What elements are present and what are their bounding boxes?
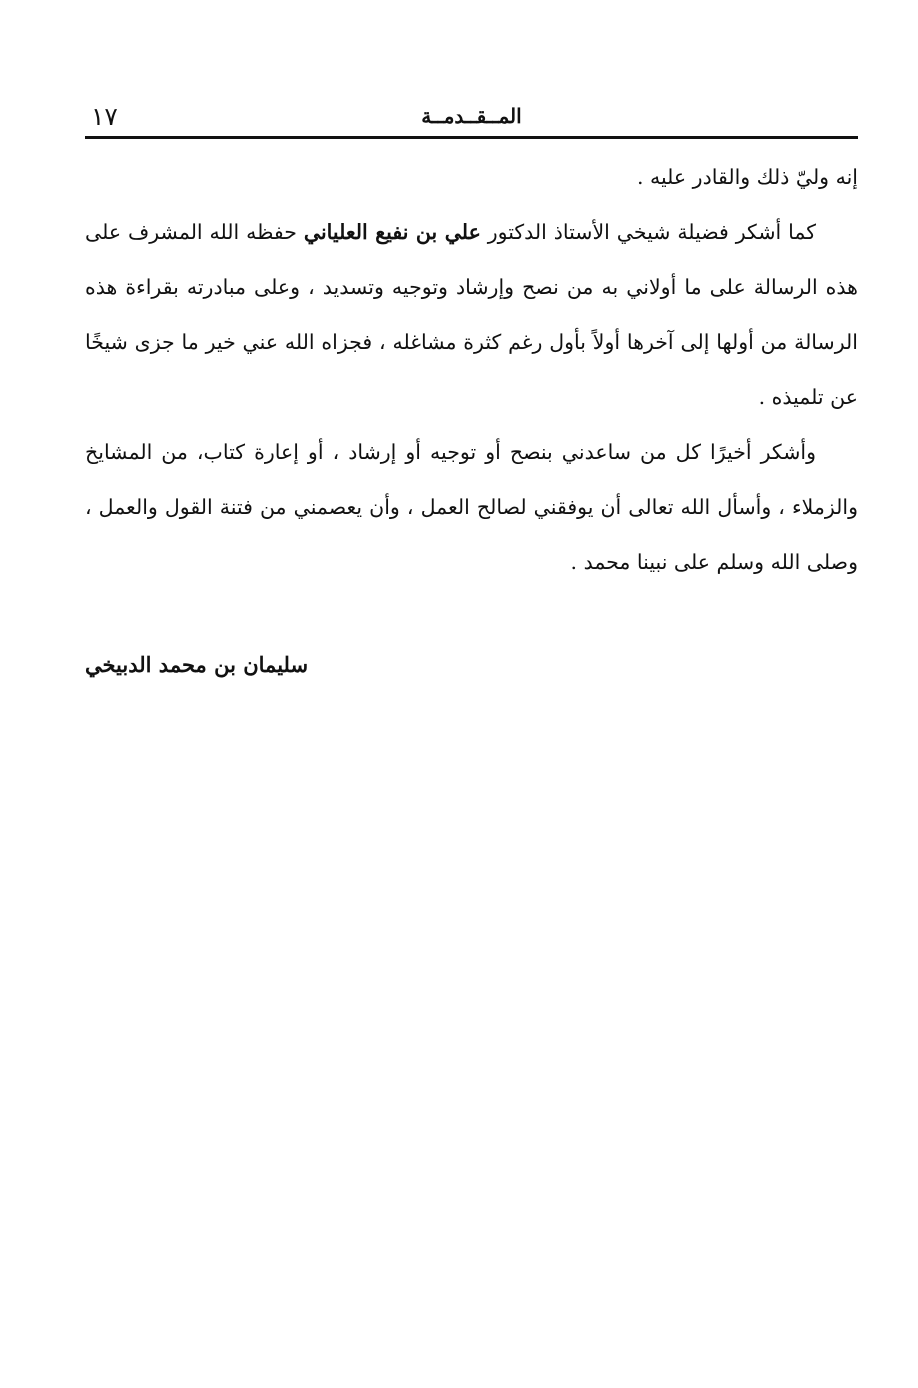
paragraph-2: [85, 205, 858, 425]
page-header: [85, 100, 858, 136]
author-signature: [85, 640, 505, 690]
header-rule: [85, 136, 858, 139]
paragraph-3: وأشكر أخيرًا كل من ساعدني بنصح أو توجيه أو إرشاد ، أو إعارة كتاب، من المشايخ والزملاء ، وأسأل الله تعالى أن يوفقني لصالح العمل ، وأن يعصمني من فتنة القول والعمل ، وصلى الله وسلم على نبينا محمد .: [85, 440, 858, 574]
body-text: [85, 150, 858, 590]
running-head: المــقــدمــة: [421, 104, 522, 128]
paragraph-1: إنه وليّ ذلك والقادر عليه .: [636, 165, 858, 189]
page-number: ١٧: [91, 102, 118, 131]
author-name: سليمان بن محمد الدبيخي: [85, 652, 309, 677]
paragraph-2-lead: كما أشكر فضيلة شيخي الأستاذ الدكتور: [487, 220, 816, 244]
paragraph-2-rest: حفظه الله المشرف على هذه الرسالة على ما أولاني به من نصح وإرشاد وتوجيه وتسديد ، وعلى مبادرته بقراءة هذه الرسالة من أولها إلى آخرها أولاً بأول رغم كثرة مشاغله ، فجزاه الله عني خير ما جزى شيخًا عن تلميذه .: [85, 220, 858, 409]
supervisor-name: علي بن نفيع العلياني: [303, 220, 481, 244]
